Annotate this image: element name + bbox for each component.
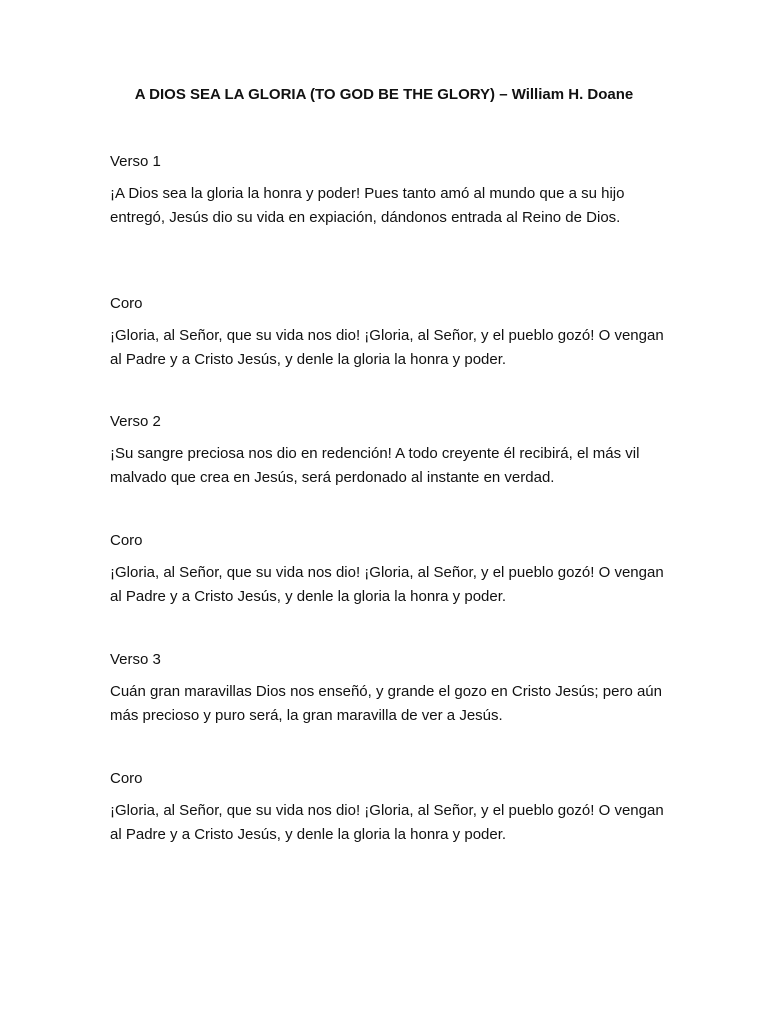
section-chorus-3	[110, 769, 670, 846]
section-heading: Verso 3	[110, 651, 161, 668]
section-chorus-1	[110, 294, 670, 371]
section-lyrics: ¡Su sangre preciosa nos dio en redención! A todo creyente él recibirá, el más vil malvado que crea en Jesús, será perdonado al instante en verdad.	[110, 445, 640, 486]
section-lyrics: ¡Gloria, al Señor, que su vida nos dio! ¡Gloria, al Señor, y el pueblo gozó! O vengan al Padre y a Cristo Jesús, y denle la gloria la honra y poder.	[110, 564, 664, 605]
section-heading: Verso 2	[110, 413, 161, 430]
document-title: A DIOS SEA LA GLORIA (TO GOD BE THE GLORY) – William H. Doane	[134, 86, 634, 103]
section-heading: Coro	[110, 532, 143, 549]
section-lyrics: Cuán gran maravillas Dios nos enseñó, y grande el gozo en Cristo Jesús; pero aún más precioso y puro será, la gran maravilla de ver a Jesús.	[110, 683, 662, 724]
section-lyrics: ¡Gloria, al Señor, que su vida nos dio! ¡Gloria, al Señor, y el pueblo gozó! O vengan al Padre y a Cristo Jesús, y denle la gloria la honra y poder.	[110, 327, 664, 368]
section-verse-3	[110, 650, 670, 727]
section-heading: Verso 1	[110, 153, 161, 170]
section-lyrics: ¡A Dios sea la gloria la honra y poder! Pues tanto amó al mundo que a su hijo entregó, Jesús dio su vida en expiación, dándonos entrada al Reino de Dios.	[110, 185, 625, 226]
section-heading: Coro	[110, 770, 143, 787]
section-verse-2	[110, 412, 670, 489]
section-heading: Coro	[110, 295, 143, 312]
section-lyrics: ¡Gloria, al Señor, que su vida nos dio! ¡Gloria, al Señor, y el pueblo gozó! O vengan al Padre y a Cristo Jesús, y denle la gloria la honra y poder.	[110, 802, 664, 843]
section-chorus-2	[110, 531, 670, 608]
section-verse-1	[110, 152, 670, 229]
